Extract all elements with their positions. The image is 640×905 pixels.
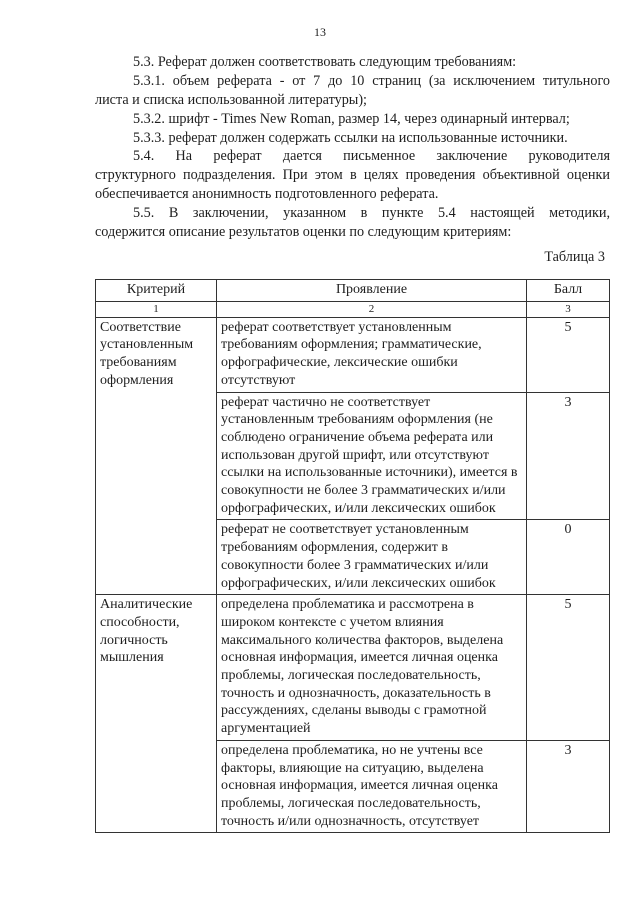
score-value: 3 bbox=[527, 392, 610, 520]
paragraph-5-3-1-line1: 5.3.1. объем реферата - от 7 до 10 страниц (за исключением титульного bbox=[133, 73, 610, 89]
column-number-row bbox=[96, 301, 610, 317]
header-score: Балл bbox=[527, 280, 610, 302]
paragraph-5-3-2: 5.3.2. шрифт - Times New Roman, размер 14, через одинарный интервал; bbox=[133, 111, 570, 127]
score-value: 5 bbox=[527, 317, 610, 392]
score-value: 0 bbox=[527, 520, 610, 595]
manifestation-text: определена проблематика и рассмотрена в широком контексте с учетом влияния максимального количества факторов, выделена основная информация, имеется личная оценка проблемы, логическая последовательность, точность и однозначность, доказательность в рассуждениях, сделаны выводы с грамотной аргументацией bbox=[217, 595, 527, 741]
column-number: 2 bbox=[217, 301, 527, 317]
criteria-table bbox=[95, 279, 610, 833]
paragraph-5-4-line1: 5.4. На реферат дается письменное заключение руководителя bbox=[133, 148, 610, 164]
manifestation-text: реферат частично не соответствует установленным требованиям оформления (не соблюдено ограничение объема реферата или использован другой шрифт, или отсутствуют ссылки на использованные источники), имеется в совокупности не более 3 грамматических и/или орфографических, и/или лексических ошибок bbox=[217, 392, 527, 520]
paragraph-5-4-line2: структурного подразделения. При этом в целях проведения объективной оценки bbox=[95, 167, 610, 183]
paragraph-5-3-3: 5.3.3. реферат должен содержать ссылки на использованные источники. bbox=[133, 130, 568, 146]
criterion-name: Соответствие установленным требованиям оформления bbox=[96, 317, 217, 595]
paragraph-5-3: 5.3. Реферат должен соответствовать следующим требованиям: bbox=[133, 54, 517, 70]
header-manifestation: Проявление bbox=[217, 280, 527, 302]
manifestation-text: определена проблематика, но не учтены все факторы, влияющие на ситуацию, выделена основная информация, имеется личная оценка проблемы, логическая последовательность, точность и/или однозначность, отсутствует bbox=[217, 740, 527, 833]
paragraph-5-5-line1: 5.5. В заключении, указанном в пункте 5.4 настоящей методики, bbox=[133, 205, 610, 221]
column-number: 1 bbox=[96, 301, 217, 317]
paragraph-5-4-line3: обеспечивается анонимность подготовленного реферата. bbox=[95, 186, 439, 202]
table-row bbox=[96, 317, 610, 392]
criterion-name: Аналитические способности, логичность мышления bbox=[96, 595, 217, 833]
manifestation-text: реферат не соответствует установленным требованиям оформления, содержит в совокупности более 3 грамматических и/или орфографических, и/или лексических ошибок bbox=[217, 520, 527, 595]
score-value: 3 bbox=[527, 740, 610, 833]
score-value: 5 bbox=[527, 595, 610, 741]
table-row bbox=[96, 595, 610, 741]
manifestation-text: реферат соответствует установленным требованиям оформления; грамматические, орфографические, лексические ошибки отсутствуют bbox=[217, 317, 527, 392]
paragraph-5-5-line2: содержится описание результатов оценки по следующим критериям: bbox=[95, 224, 512, 240]
page-number: 13 bbox=[314, 25, 326, 39]
table-caption: Таблица 3 bbox=[544, 249, 605, 265]
header-criterion: Критерий bbox=[96, 280, 217, 302]
paragraph-5-3-1-line2: листа и списка использованной литературы); bbox=[95, 92, 368, 108]
column-number: 3 bbox=[527, 301, 610, 317]
table-header-row bbox=[96, 280, 610, 302]
